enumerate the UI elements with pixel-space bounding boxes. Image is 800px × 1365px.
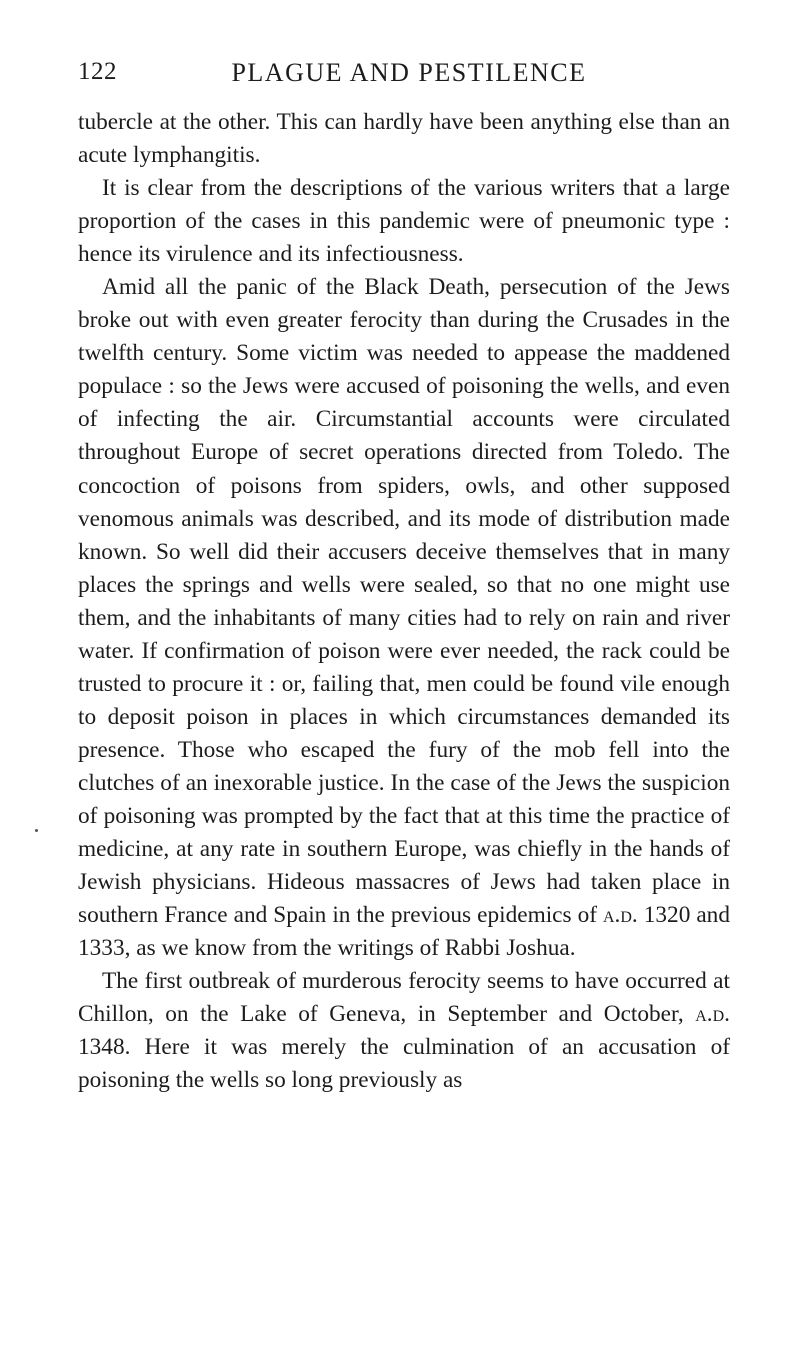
paragraph-text: The first outbreak of murderous ferocity seems to have occurred at Chillon, on the Lake of Geneva, in September and October, (78, 968, 730, 1028)
paragraph-text: Amid all the panic of the Black Death, persecution of the Jews broke out with even greater ferocity than during the Crusades in the twelfth century. Some victim was needed to appease the maddened populace : so the Jews were accused of poisoning the wells, and even of infecting the air. Circumstantial accounts were circulated throughout Europe of secret operations directed from Toledo. The concoction of poisons from spiders, owls, and other supposed venomous animals was described, and its mode of distribution made known. So well did their accusers deceive themselves that in many places the springs and wells were sealed, so that no one might use them, and the inhabitants of many cities had to rely on rain and river water. If confirmation of poison were ever needed, the rack could be trusted to procure it : or, failing that, men could be found vile enough to deposit poison in places in which circumstances demanded its presence. Those who escaped the fury of the mob fell into the clutches of an inexorable justice. In the case of the Jews the suspicion of poisoning was prompted by the fact that at this time the practice of medicine, at any rate in southern Europe, was chiefly in the hands of Jewish physicians. Hideous massacres of Jews had taken place in southern France and Spain in the previous epidemics of (78, 274, 730, 929)
body-text (78, 106, 730, 1097)
paragraph: It is clear from the descriptions of the various writers that a large proportion of the cases in this pandemic were of pneumonic type : hence its virulence and its infectiousness. (78, 175, 730, 268)
running-head: PLAGUE AND PESTILENCE (231, 58, 587, 87)
paragraph (78, 271, 730, 965)
paragraph: tubercle at the other. This can hardly have been anything else than an acute lymphangitis. (78, 109, 730, 169)
era-abbreviation: a.d. (602, 902, 638, 929)
page-number: 122 (78, 58, 117, 85)
page-header (78, 58, 730, 92)
stray-ink-mark (35, 829, 38, 832)
paragraph-text: 1320 and 1333, as we know from the writings of Rabbi Joshua. (78, 902, 730, 962)
book-page (78, 58, 730, 1097)
paragraph-text: 1348. Here it was merely the culmination of an accusation of poisoning the wells so long previously as (78, 1034, 730, 1094)
paragraph (78, 965, 730, 1097)
era-abbreviation: a.d. (695, 1001, 730, 1028)
